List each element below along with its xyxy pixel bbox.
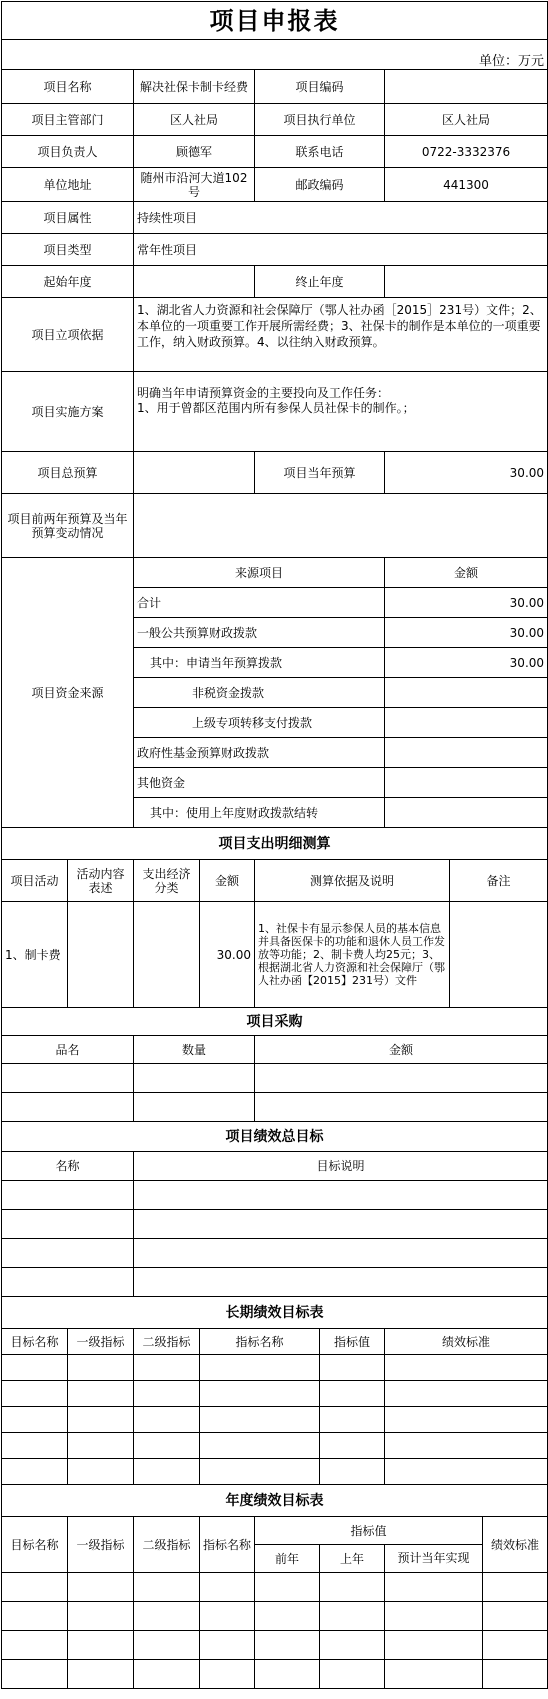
funding-row-amount [385,678,548,708]
annual-cell [255,1573,320,1602]
attribute-value: 持续性项目 [134,202,548,234]
funding-row-amount: 30.00 [385,618,548,648]
project-application-form [1,1,547,1689]
annual-header: 二级指标 [134,1517,200,1573]
annual-cell [68,1602,134,1631]
longterm-cell [2,1433,68,1459]
basis-label: 项目立项依据 [2,298,134,372]
longterm-cell [2,1459,68,1485]
purchase-cell [2,1093,134,1122]
performance-header: 目标说明 [134,1152,548,1181]
annual-sub-header: 前年 [255,1545,320,1573]
annual-cell [385,1631,483,1660]
longterm-cell [134,1433,200,1459]
performance-cell [2,1210,134,1239]
annual-cell [255,1602,320,1631]
longterm-cell [134,1381,200,1407]
funding-row-name: 合计 [134,588,385,618]
annual-cell [483,1573,548,1602]
longterm-cell [320,1407,385,1433]
annual-cell [255,1631,320,1660]
purchase-header: 金额 [255,1036,548,1064]
annual-cell [134,1602,200,1631]
annual-header: 绩效标准 [483,1517,548,1573]
purchase-cell [255,1064,548,1093]
address-value: 随州市沿河大道102号 [134,168,255,202]
attribute-label: 项目属性 [2,202,134,234]
exec-unit-value: 区人社局 [385,104,548,136]
funding-row-amount [385,708,548,738]
expense-header: 测算依据及说明 [255,860,450,902]
purchase-cell [2,1064,134,1093]
annual-cell [134,1631,200,1660]
expense-amount: 30.00 [200,902,255,1008]
longterm-cell [68,1381,134,1407]
annual-cell [483,1631,548,1660]
annual-cell [134,1573,200,1602]
annual-cell [2,1631,68,1660]
purchase-cell [134,1093,255,1122]
address-label: 单位地址 [2,168,134,202]
total-budget-label: 项目总预算 [2,452,134,494]
longterm-cell [385,1355,548,1381]
basis-value: 1、湖北省人力资源和社会保障厅（鄂人社办函［2015］231号）文件；2、本单位的一项重要工作开展所需经费；3、社保卡的制作是本单位的一项重要工作，纳入财政预算。4、以往纳入财政预算。 [134,298,548,372]
leader-label: 项目负责人 [2,136,134,168]
expense-basis: 1、社保卡有显示参保人员的基本信息并具备医保卡的功能和退休人员工作发放等功能；2、制卡费人均25元；3、根据湖北省人力资源和社会保障厅（鄂人社办函【2015】231号）文件 [255,902,450,1008]
annual-cell [483,1660,548,1689]
phone-label: 联系电话 [255,136,385,168]
funding-head-source: 来源项目 [134,558,385,588]
longterm-cell [2,1381,68,1407]
longterm-cell [200,1433,320,1459]
performance-cell [134,1268,548,1297]
form-table [1,1,548,1689]
project-name-label: 项目名称 [2,70,134,104]
funding-row-amount [385,768,548,798]
type-value: 常年性项目 [134,234,548,266]
form-title: 项目申报表 [2,2,548,40]
start-year-value [134,266,255,298]
performance-cell [134,1239,548,1268]
funding-row-amount [385,798,548,828]
longterm-cell [385,1459,548,1485]
performance-section-title: 项目绩效总目标 [2,1122,548,1152]
annual-sub-header: 上年 [320,1545,385,1573]
plan-label: 项目实施方案 [2,372,134,452]
annual-cell [134,1660,200,1689]
annual-cell [200,1631,255,1660]
annual-header: 目标名称 [2,1517,68,1573]
total-budget-value [134,452,255,494]
annual-cell [385,1602,483,1631]
annual-cell [68,1631,134,1660]
exec-unit-label: 项目执行单位 [255,104,385,136]
longterm-cell [68,1407,134,1433]
longterm-cell [320,1355,385,1381]
longterm-header: 指标名称 [200,1329,320,1355]
longterm-cell [200,1381,320,1407]
project-name-value: 解决社保卡制卡经费 [134,70,255,104]
performance-cell [134,1210,548,1239]
budget-change-label: 项目前两年预算及当年预算变动情况 [2,494,134,558]
longterm-cell [68,1355,134,1381]
annual-cell [385,1660,483,1689]
purchase-cell [134,1064,255,1093]
annual-cell [385,1573,483,1602]
annual-cell [255,1660,320,1689]
type-label: 项目类型 [2,234,134,266]
annual-cell [68,1573,134,1602]
funding-row-name: 政府性基金预算财政拨款 [134,738,385,768]
funding-row-name: 其中：使用上年度财政拨款结转 [134,798,385,828]
annual-header: 指标值 [255,1517,483,1545]
performance-cell [2,1239,134,1268]
longterm-cell [320,1459,385,1485]
longterm-cell [385,1381,548,1407]
leader-value: 顾德军 [134,136,255,168]
funding-head-amount: 金额 [385,558,548,588]
purchase-header: 数量 [134,1036,255,1064]
funding-row-amount: 30.00 [385,648,548,678]
longterm-cell [2,1355,68,1381]
annual-cell [320,1631,385,1660]
purchase-header: 品名 [2,1036,134,1064]
funding-row-name: 上级专项转移支付拨款 [134,708,385,738]
longterm-header: 二级指标 [134,1329,200,1355]
purchase-cell [255,1093,548,1122]
expense-header: 金额 [200,860,255,902]
unit-label: 单位：万元 [2,40,548,70]
longterm-header: 指标值 [320,1329,385,1355]
plan-line-2: 1、用于曾都区范围内所有参保人员社保卡的制作。； [137,401,415,415]
plan-line-1: 明确当年申请预算资金的主要投向及工作任务： [137,386,390,400]
project-code-label: 项目编码 [255,70,385,104]
longterm-cell [385,1407,548,1433]
annual-section-title: 年度绩效目标表 [2,1485,548,1517]
performance-cell [134,1181,548,1210]
expense-note [450,902,548,1008]
funding-source-label: 项目资金来源 [2,558,134,828]
longterm-cell [68,1459,134,1485]
purchase-section-title: 项目采购 [2,1008,548,1036]
annual-header: 指标名称 [200,1517,255,1573]
longterm-cell [134,1407,200,1433]
longterm-cell [320,1433,385,1459]
end-year-value [385,266,548,298]
annual-cell [320,1602,385,1631]
phone-value: 0722-3332376 [385,136,548,168]
expense-header: 项目活动 [2,860,68,902]
expense-activity: 1、制卡费 [2,902,68,1008]
longterm-cell [200,1407,320,1433]
longterm-cell [385,1433,548,1459]
annual-cell [320,1573,385,1602]
expense-section-title: 项目支出明细测算 [2,828,548,860]
dept-label: 项目主管部门 [2,104,134,136]
budget-change-value [134,494,548,558]
end-year-label: 终止年度 [255,266,385,298]
longterm-cell [134,1355,200,1381]
plan-value [134,372,548,452]
annual-cell [2,1602,68,1631]
performance-header: 名称 [2,1152,134,1181]
expense-category [134,902,200,1008]
annual-header: 一级指标 [68,1517,134,1573]
expense-content [68,902,134,1008]
longterm-header: 绩效标准 [385,1329,548,1355]
longterm-cell [320,1381,385,1407]
longterm-cell [2,1407,68,1433]
annual-cell [2,1573,68,1602]
annual-cell [2,1660,68,1689]
funding-row-amount: 30.00 [385,588,548,618]
longterm-cell [68,1433,134,1459]
longterm-cell [200,1355,320,1381]
annual-cell [68,1660,134,1689]
expense-header: 支出经济分类 [134,860,200,902]
expense-header: 备注 [450,860,548,902]
longterm-section-title: 长期绩效目标表 [2,1297,548,1329]
annual-cell [483,1602,548,1631]
funding-row-name: 其中：申请当年预算拨款 [134,648,385,678]
funding-row-name: 一般公共预算财政拨款 [134,618,385,648]
performance-cell [2,1268,134,1297]
project-code-value [385,70,548,104]
start-year-label: 起始年度 [2,266,134,298]
performance-cell [2,1181,134,1210]
longterm-header: 目标名称 [2,1329,68,1355]
year-budget-label: 项目当年预算 [255,452,385,494]
annual-cell [200,1602,255,1631]
annual-cell [200,1573,255,1602]
dept-value: 区人社局 [134,104,255,136]
funding-row-name: 其他资金 [134,768,385,798]
funding-row-name: 非税资金拨款 [134,678,385,708]
postcode-value: 441300 [385,168,548,202]
funding-row-amount [385,738,548,768]
annual-sub-header: 预计当年实现 [385,1545,483,1573]
year-budget-value: 30.00 [385,452,548,494]
expense-header: 活动内容表述 [68,860,134,902]
longterm-cell [134,1459,200,1485]
longterm-cell [200,1459,320,1485]
annual-cell [320,1660,385,1689]
postcode-label: 邮政编码 [255,168,385,202]
annual-cell [200,1660,255,1689]
longterm-header: 一级指标 [68,1329,134,1355]
